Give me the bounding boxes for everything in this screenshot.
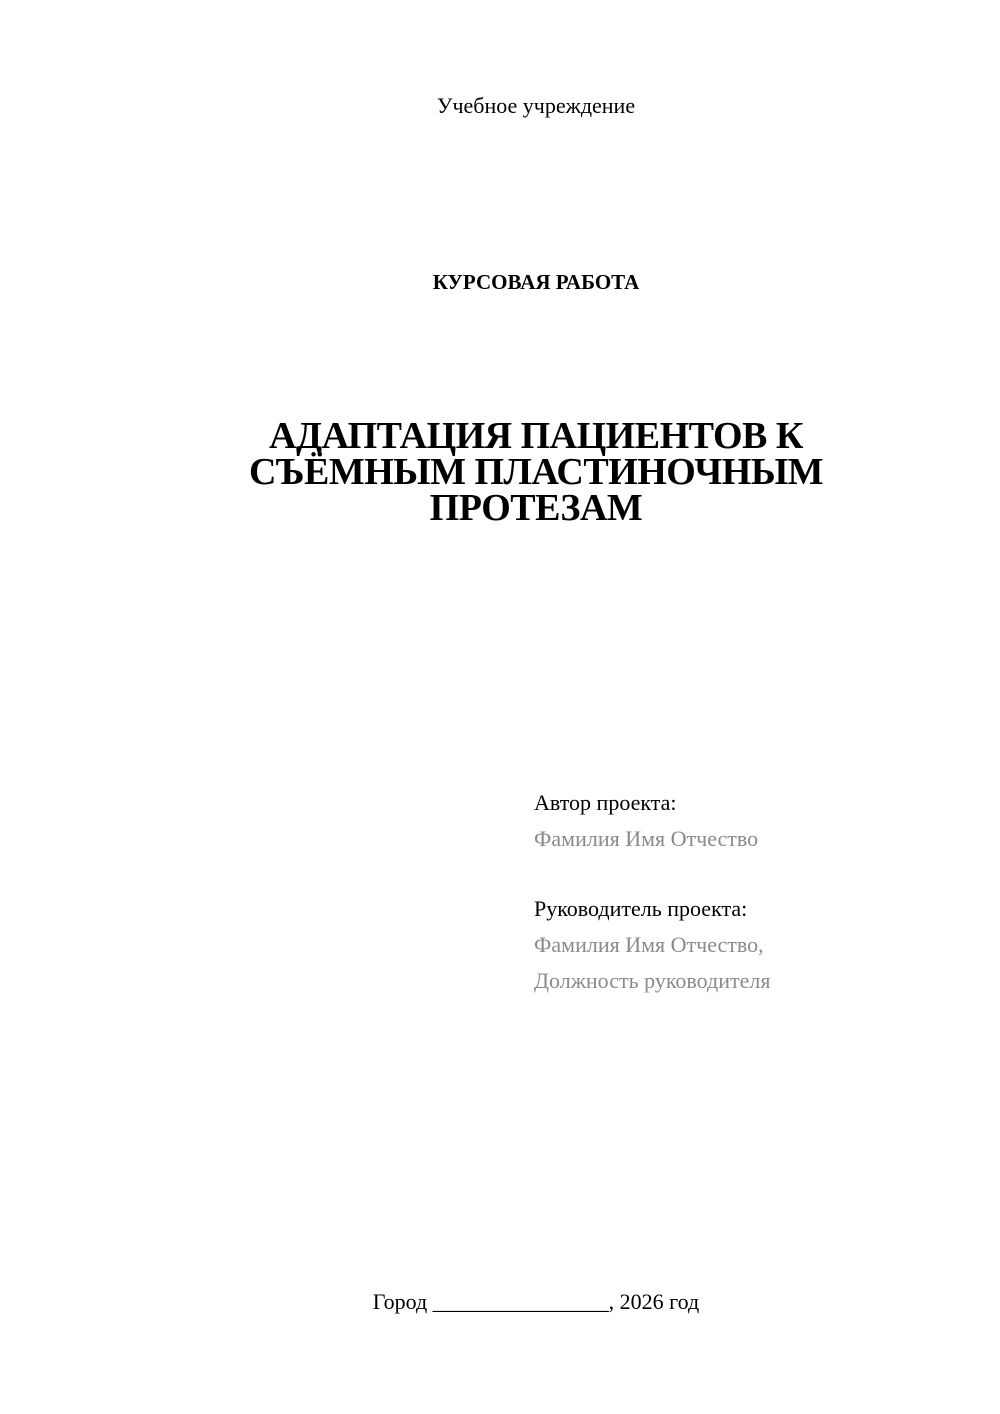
author-name: Фамилия Имя Отчество xyxy=(534,826,759,851)
title-line: ПРОТЕЗАМ xyxy=(429,487,643,529)
document-title xyxy=(200,415,872,529)
institution-name: Учебное учреждение xyxy=(436,93,636,118)
title-line: АДАПТАЦИЯ ПАЦИЕНТОВ К xyxy=(269,415,803,457)
title-line: СЪЁМНЫМ ПЛАСТИНОЧНЫМ xyxy=(248,451,824,493)
supervisor-label: Руководитель проекта: xyxy=(534,896,748,921)
supervisor-position: Должность руководителя xyxy=(534,968,771,993)
supervisor-name: Фамилия Имя Отчество, xyxy=(534,932,764,957)
author-block xyxy=(534,785,974,857)
work-type: КУРСОВАЯ РАБОТА xyxy=(432,270,640,294)
author-label: Автор проекта: xyxy=(534,790,677,815)
supervisor-block xyxy=(534,891,974,999)
city-year-footer: Город ________________, 2026 год xyxy=(372,1289,700,1314)
